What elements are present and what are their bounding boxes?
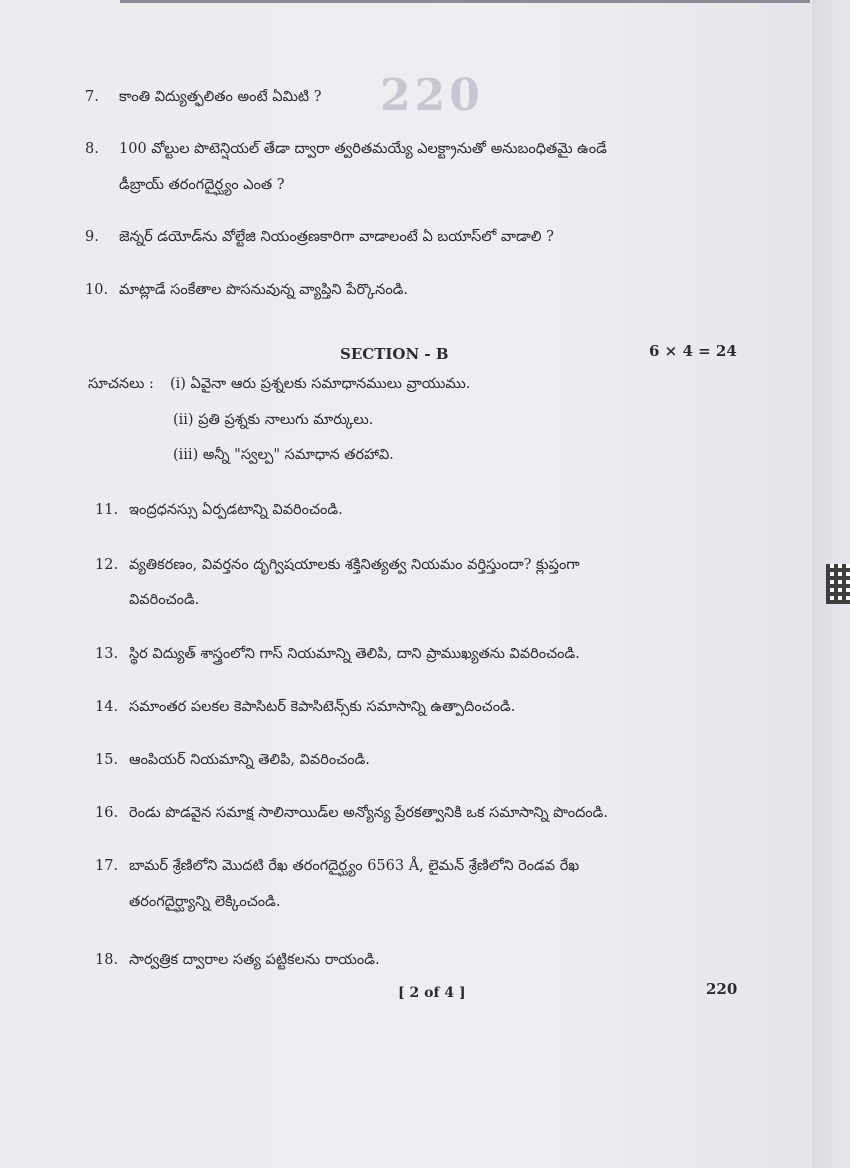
qr-code-icon (826, 564, 850, 604)
section-title: SECTION - B (340, 345, 449, 363)
paper-code: 220 (706, 980, 738, 998)
question-9: 9. జెన్నర్ డయోడ్‌ను వోల్టేజి నియంత్రణకారిగా వాడాలంటే ఏ బయాస్‌లో వాడాలి ? (85, 229, 554, 245)
question-8-continued: డీబ్రాయ్ తరంగదైర్ఘ్యం ఎంత ? (119, 177, 285, 193)
top-border-line (120, 0, 810, 3)
section-marks: 6 × 4 = 24 (649, 342, 737, 360)
question-7: 7. కాంతి విద్యుత్ఫలితం అంటే ఏమిటి ? (85, 89, 322, 105)
question-15: 15. ఆంపియర్ నియమాన్ని తెలిపి, వివరించండి. (95, 752, 370, 768)
question-8: 8. 100 వోల్టుల పొటెన్షియల్ తేడా ద్వారా త్వరితమయ్యే ఎలక్ట్రానుతో అనుబంధితమై ఉండే (85, 141, 607, 157)
question-12-continued: వివరించండి. (129, 592, 200, 608)
question-14: 14. సమాంతర పలకల కెపాసిటర్ కెపాసిటెన్స్‌కు సమాసాన్ని ఉత్పాదించండి. (95, 699, 516, 715)
bleed-through-watermark: 220 (380, 70, 484, 121)
question-16: 16. రెండు పొడవైన సమాక్ష సాలినాయిడ్‌ల అన్యోన్య ప్రేరకత్వానికి ఒక సమాసాన్ని పొందండి. (95, 805, 609, 821)
page-number: [ 2 of 4 ] (398, 985, 466, 1001)
notes-label: సూచనలు : (88, 376, 154, 392)
note-item-1: (i) ఏవైనా ఆరు ప్రశ్నలకు సమాధానములు వ్రాయుము. (170, 376, 471, 392)
note-item-2: (ii) ప్రతి ప్రశ్నకు నాలుగు మార్కులు. (173, 412, 374, 428)
question-13: 13. స్థిర విద్యుత్ శాస్త్రంలోని గాస్ నియమాన్ని తెలిపి, దాని ప్రాముఖ్యతను వివరించండి. (95, 646, 580, 662)
question-10: 10. మాట్లాడే సంకేతాల పొసనువున్న వ్యాప్తిని పేర్కొనండి. (85, 282, 409, 298)
question-17-continued: తరంగదైర్ఘ్యాన్ని లెక్కించండి. (129, 894, 281, 910)
question-12: 12. వ్యతికరణం, వివర్తనం దృగ్విషయాలకు శక్తినిత్యత్వ నియమం వర్తిస్తుందా? క్లుప్తంగా (95, 557, 580, 573)
question-17: 17. బామర్ శ్రేణిలోని మొదటి రేఖ తరంగదైర్ఘ్యం 6563 Å, లైమన్ శ్రేణిలోని రెండవ రేఖ (95, 858, 580, 874)
note-item-3: (iii) అన్నీ "స్వల్ప" సమాధాన తరహావి. (173, 447, 394, 463)
question-11: 11. ఇంద్రధనస్సు ఏర్పడటాన్ని వివరించండి. (95, 502, 343, 518)
question-18: 18. సార్వత్రిక ద్వారాల సత్య పట్టికలను రాయండి. (95, 952, 380, 968)
